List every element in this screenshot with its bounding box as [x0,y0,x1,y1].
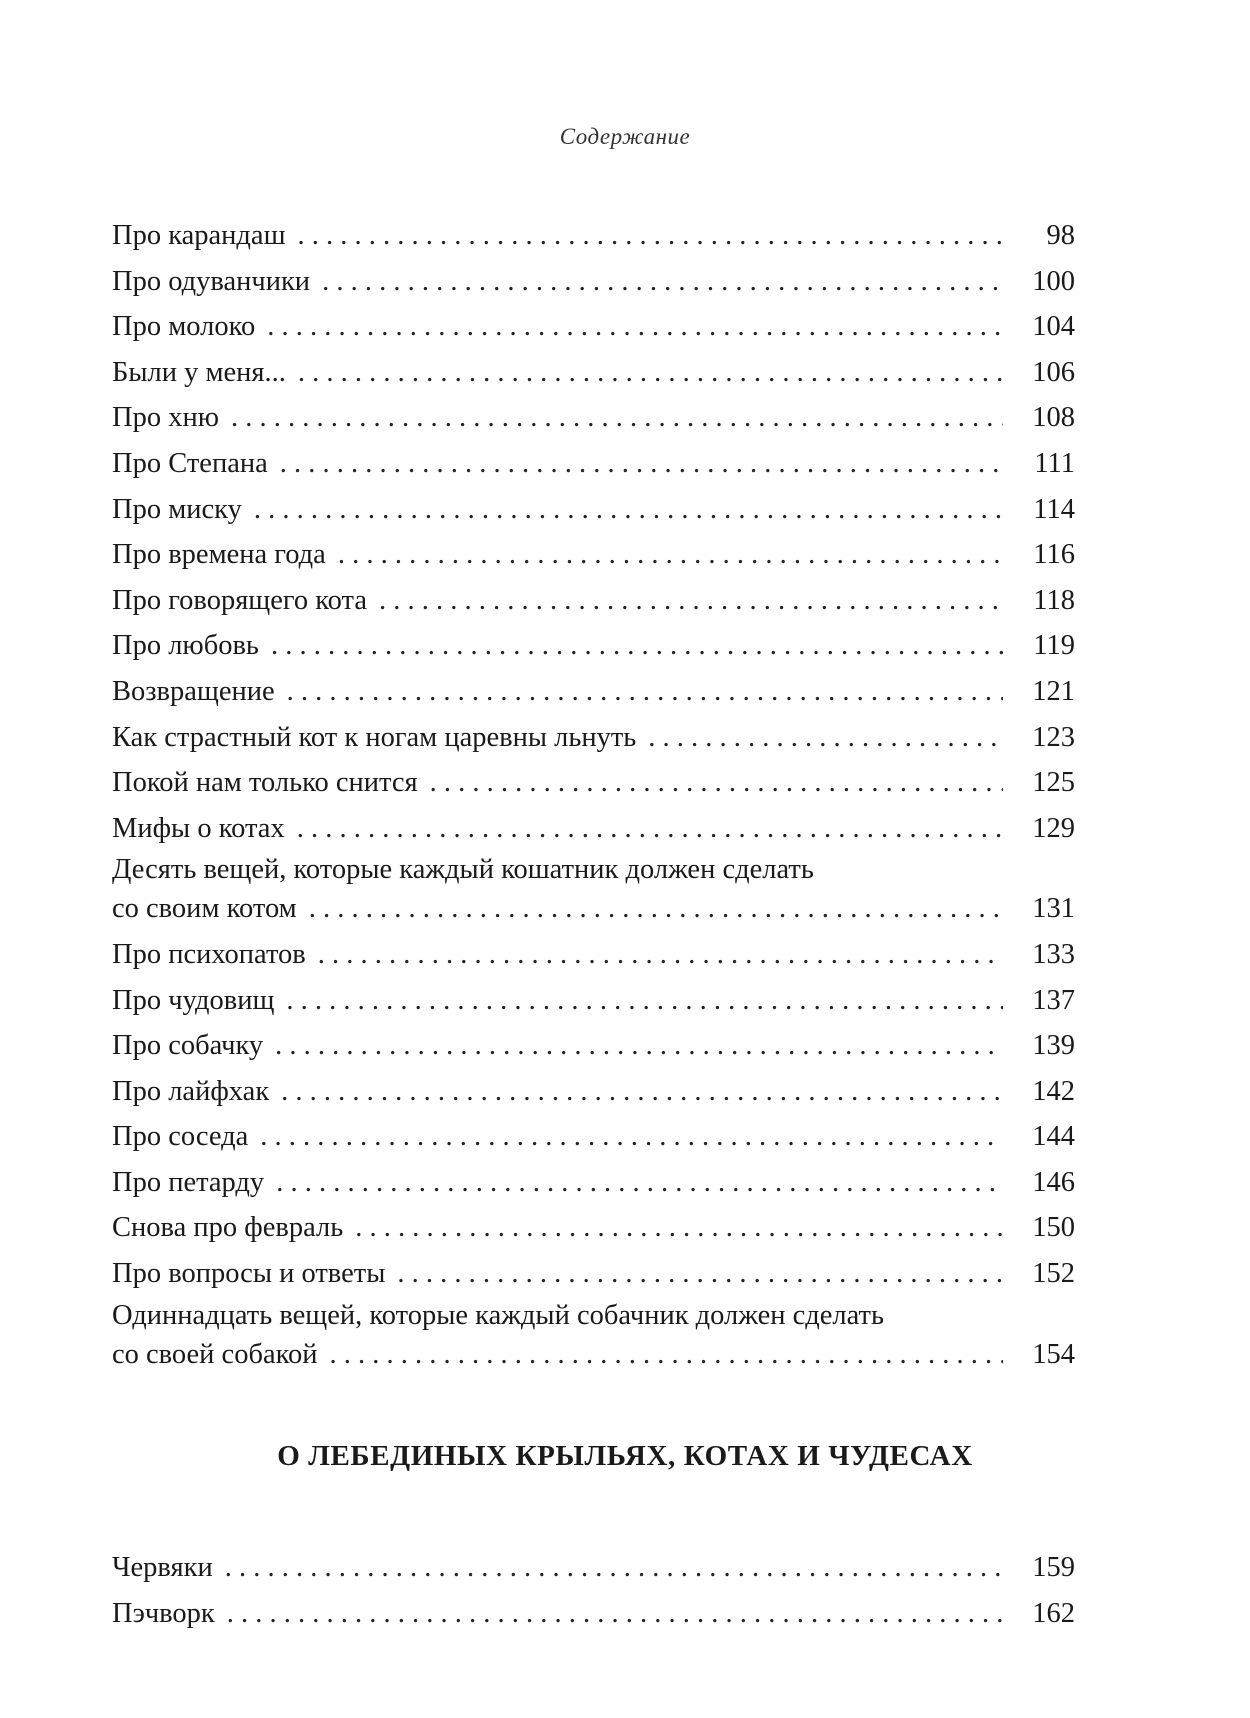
toc-entry [112,487,1075,533]
toc-entry [112,806,1075,852]
toc-entry-page-number: 152 [1032,1258,1075,1290]
dot-leader [275,1023,1003,1069]
toc-entry-page-number: 137 [1032,984,1075,1016]
toc-entry-title: Про соседа [112,1121,249,1153]
toc-entry-title: Про психопатов [112,938,306,970]
toc-entry [112,350,1075,396]
toc-entry [112,1205,1075,1251]
toc-entry-title: Про чудовищ [112,984,275,1016]
toc-entry [112,213,1075,259]
toc-entry-title: Про собачку [112,1030,264,1062]
toc-entry-row [112,532,1075,578]
dot-leader [322,259,1003,305]
toc-entry-row [112,623,1075,669]
toc-entry-title: Про времена года [112,539,326,571]
dot-leader [276,1160,1003,1206]
toc-list-section-2 [112,1545,1075,1636]
toc-entry-row [112,304,1075,350]
toc-entry-row [112,487,1075,533]
toc-entry-page-number: 119 [1033,630,1075,662]
dot-leader [267,304,1003,350]
toc-entry-row [112,715,1075,761]
toc-entry-row [112,1251,1075,1297]
dot-leader [430,760,1003,806]
toc-entry [112,1545,1075,1591]
toc-entry-title: Покой нам только снится [112,767,418,799]
toc-entry-page-number: 162 [1032,1597,1075,1629]
running-head: Содержание [559,124,691,149]
toc-list [112,213,1075,1377]
toc-entry [112,978,1075,1024]
toc-entry-page-number: 139 [1032,1030,1075,1062]
dot-leader [271,623,1003,669]
dot-leader [298,350,1003,396]
toc-entry-title: Были у меня... [112,356,286,388]
toc-entry-row [112,886,1075,932]
dot-leader [338,532,1003,578]
dot-leader [254,487,1003,533]
toc-entry-page-number: 118 [1033,584,1075,616]
toc-entry-title: Про вопросы и ответы [112,1258,386,1290]
toc-entry [112,395,1075,441]
toc-entry-page-number: 154 [1032,1338,1075,1370]
toc-entry-title: Про одуванчики [112,265,311,297]
dot-leader [286,978,1003,1024]
toc-entry-page-number: 144 [1032,1121,1075,1153]
toc-entry-title-line1: Десять вещей, которые каждый кошатник должен сделать [112,854,814,886]
toc-entry [112,1591,1075,1637]
toc-entry-row [112,1545,1075,1591]
toc-entry [112,932,1075,978]
toc-entry-page-number: 121 [1032,675,1075,707]
toc-entry [112,304,1075,350]
toc-entry [112,578,1075,624]
toc-entry-title: Про любовь [112,630,259,662]
dot-leader [287,669,1003,715]
toc-entry-row [112,932,1075,978]
toc-entry-row [112,1160,1075,1206]
toc-entry-title: со своей собакой [112,1338,318,1370]
toc-entry-page-number: 123 [1032,721,1075,753]
toc-entry-page-number: 108 [1032,402,1075,434]
dot-leader [280,441,1003,487]
toc-entry-row [112,578,1075,624]
toc-entry [112,623,1075,669]
dot-leader [297,806,1003,852]
toc-entry-title: Пэчворк [112,1597,215,1629]
toc-entry-row [112,213,1075,259]
toc-entry-row [112,259,1075,305]
toc-entry [112,1069,1075,1115]
toc-entry-row [112,806,1075,852]
dot-leader [648,715,1003,761]
toc-entry-page-number: 104 [1032,311,1075,343]
toc-entry-title: Про молоко [112,311,256,343]
dot-leader [225,1545,1003,1591]
dot-leader [355,1205,1003,1251]
toc-entry-page-number: 142 [1032,1075,1075,1107]
dot-leader [309,886,1003,932]
toc-entry-row [112,1591,1075,1637]
toc-entry [112,760,1075,806]
dot-leader [281,1069,1003,1115]
toc-entry-title: Про лайфхак [112,1075,270,1107]
toc-entry-row [112,978,1075,1024]
toc-entry [112,1114,1075,1160]
dot-leader [397,1251,1003,1297]
toc-entry-row [112,1114,1075,1160]
toc-entry [112,1023,1075,1069]
toc-entry-title: Про Степана [112,447,268,479]
toc-entry [112,715,1075,761]
toc-entry-title: Как страстный кот к ногам царевны льнуть [112,721,637,753]
toc-entry-row [112,395,1075,441]
toc-entry-title: Про говорящего кота [112,584,367,616]
toc-entry-row [112,1069,1075,1115]
toc-entry-title: Возвращение [112,675,275,707]
toc-entry-page-number: 146 [1032,1166,1075,1198]
toc-entry-row [112,350,1075,396]
toc-entry-page-number: 131 [1032,893,1075,925]
toc-entry [112,532,1075,578]
toc-entry [112,1251,1075,1297]
toc-entry-page-number: 150 [1032,1212,1075,1244]
toc-entry-page-number: 133 [1032,938,1075,970]
toc-entry-page-number: 114 [1033,493,1075,525]
toc-entry [112,441,1075,487]
toc-entry-page-number: 159 [1032,1552,1075,1583]
toc-entry-page-number: 125 [1032,767,1075,799]
toc-entry [112,851,1075,932]
toc-entry-page-number: 98 [1046,220,1075,251]
toc-entry-row [112,1332,1075,1378]
section-heading: О ЛЕБЕДИНЫХ КРЫЛЬЯХ, КОТАХ И ЧУДЕСАХ [277,1440,973,1472]
dot-leader [330,1332,1003,1378]
toc-entry-page-number: 111 [1034,447,1075,479]
toc-entry-row [112,441,1075,487]
toc-entry-title: Про петарду [112,1166,265,1198]
toc-entry-title: Про миску [112,493,242,525]
dot-leader [318,932,1003,978]
toc-entry-row [112,669,1075,715]
dot-leader [260,1114,1003,1160]
toc-entry [112,1297,1075,1378]
dot-leader [379,578,1003,624]
toc-entry-row [112,760,1075,806]
dot-leader [227,1591,1003,1637]
toc-entry-title: Про хню [112,402,220,434]
toc-entry [112,669,1075,715]
toc-entry-row [112,1205,1075,1251]
toc-entry-title: Снова про февраль [112,1212,344,1244]
toc-entry-page-number: 116 [1033,539,1075,571]
toc-entry-title: со своим котом [112,893,297,925]
dot-leader [231,395,1003,441]
toc-entry-page-number: 106 [1032,356,1075,388]
toc-entry [112,1160,1075,1206]
toc-entry-row [112,1023,1075,1069]
toc-entry [112,259,1075,305]
toc-entry-title: Мифы о котах [112,812,285,844]
toc-entry-title-line1: Одиннадцать вещей, которые каждый собачник должен сделать [112,1299,884,1331]
toc-entry-title: Червяки [112,1552,213,1583]
toc-entry-page-number: 100 [1032,265,1075,297]
toc-entry-page-number: 129 [1032,812,1075,844]
toc-entry-title: Про карандаш [112,220,286,251]
dot-leader [298,213,1003,259]
